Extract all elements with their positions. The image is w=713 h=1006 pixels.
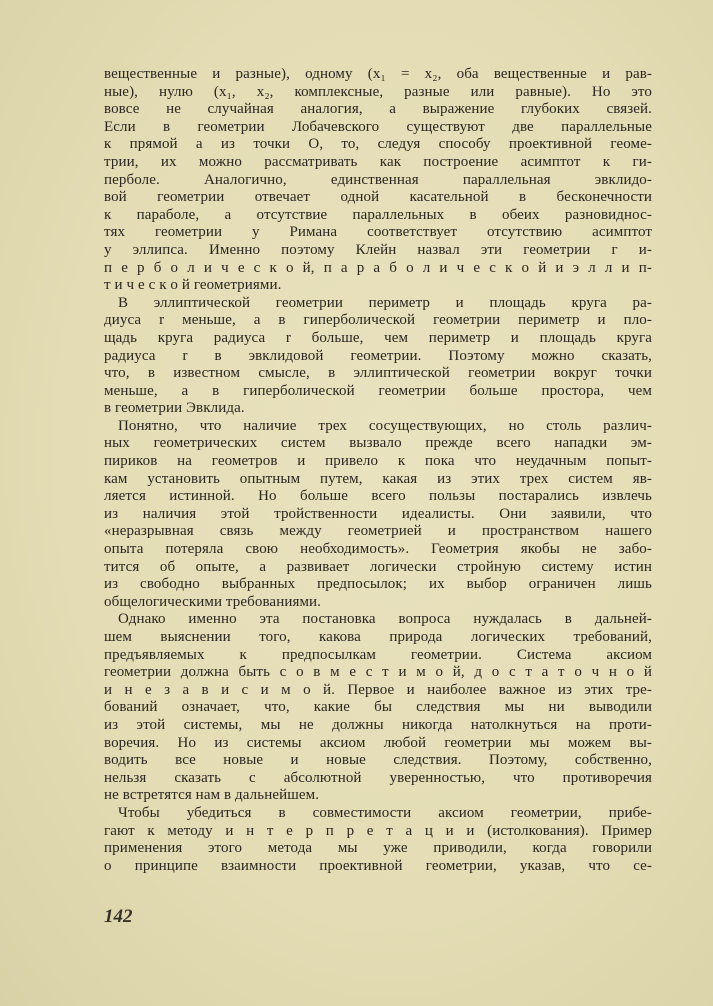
text-line: перболе. Аналогично, единственная параллельная эвклидо- — [104, 171, 652, 188]
text-line: тится об опыте, а развивает логически стройную систему истин — [104, 558, 652, 575]
text-line: Если в геометрии Лобачевского существуют две параллельные — [104, 118, 652, 135]
text-line: радиуса r в эвклидовой геометрии. Поэтому можно сказать, — [104, 347, 652, 364]
text-line: применения этого метода мы уже приводили, когда говорили — [104, 840, 652, 857]
text-line: щадь круга радиуса r больше, чем периметр и площадь круга — [104, 329, 652, 346]
page-number: 142 — [104, 906, 133, 927]
text-line: В эллиптической геометрии периметр и площадь круга ра- — [118, 294, 652, 311]
text-line: из наличия этой тройственности идеалисты. Они заявили, что — [104, 505, 652, 522]
text-line: кам установить опытным путем, какая из этих трех систем яв- — [104, 470, 652, 487]
text-line: к прямой a из точки O, то, следуя способу проективной геоме- — [104, 136, 652, 153]
body-text — [104, 66, 652, 875]
text-line: бований означает, что, какие бы следствия мы ни выводили — [104, 699, 652, 716]
text-line: Понятно, что наличие трех сосуществующих, но столь различ- — [118, 417, 652, 434]
text-line: о принципе взаимности проективной геометрии, указав, что се- — [104, 857, 652, 874]
text-line: нельзя сказать с абсолютной уверенностью, что противоречия — [104, 769, 652, 786]
text-line: гают к методу и н т е р п р е т а ц и и (истолкования). Пример — [104, 822, 652, 839]
text-line: к параболе, а отсутствие параллельных в обеих разновиднос- — [104, 206, 652, 223]
text-line: из этой системы, мы не должны никогда натолкнуться на проти- — [104, 716, 652, 733]
text-line: водить все новые и новые следствия. Поэтому, собственно, — [104, 752, 652, 769]
text-line: меньше, а в гиперболической геометрии больше простора, чем — [104, 382, 652, 399]
text-line: вовсе не случайная аналогия, а выражение глубоких связей. — [104, 101, 652, 118]
text-line: «неразрывная связь между геометрией и пространством нашего — [104, 523, 652, 540]
text-line: ные), нулю (x₁, x₂, комплексные, разные или равные). Но это — [104, 83, 652, 100]
text-line: вой геометрии отвечает одной касательной в бесконечности — [104, 189, 652, 206]
text-line: из свободно выбранных предпосылок; их выбор ограничен лишь — [104, 576, 652, 593]
text-line: шем выяснении того, какова природа логических требований, — [104, 629, 652, 645]
text-line: у эллипса. Именно поэтому Клейн назвал эти геометрии г и- — [104, 241, 652, 258]
text-line: ных геометрических систем вызвало прежде всего нападки эм- — [104, 435, 652, 452]
text-line: диуса r меньше, а в гиперболической геометрии периметр и пло- — [104, 312, 652, 329]
text-line: п е р б о л и ч е с к о й, п а р а б о л и ч е с к о й и э л л и п- — [104, 259, 652, 276]
text-line: пириков на геометров и привело к пока что неудачным попыт- — [104, 453, 652, 470]
text-line: опыта потеряла свою необходимость». Геометрия якобы не забо- — [104, 541, 652, 558]
text-line: Чтобы убедиться в совместимости аксиом геометрии, прибе- — [118, 804, 652, 821]
text-line: геометрии должна быть с о в м е с т и м о й, д о с т а т о ч н о й — [104, 664, 652, 681]
text-line: вещественные и разные), одному (x₁ = x₂, оба вещественные и рав- — [104, 66, 652, 82]
text-line: трии, их можно рассматривать как построение асимптот к ги- — [104, 153, 652, 170]
text-line: ляется истинной. Но больше всего пользы постарались извлечь — [104, 488, 652, 505]
text-line: воречия. Но из системы аксиом любой геометрии мы можем вы- — [104, 734, 652, 751]
text-line: тях геометрии у Римана соответствует отсутствию асимптот — [104, 224, 652, 241]
text-line: Однако именно эта постановка вопроса нуждалась в дальней- — [118, 611, 652, 628]
text-line: что, в известном смысле, в эллиптической геометрии вокруг точки — [104, 365, 652, 382]
text-line: т и ч е с к о й геометриями. — [104, 277, 282, 294]
text-line: общелогическими требованиями. — [104, 593, 322, 610]
text-line: и н е з а в и с и м о й. Первое и наиболее важное из этих тре- — [104, 681, 652, 698]
text-line: предъявляемых к предпосылкам геометрии. Система аксиом — [104, 646, 652, 663]
text-line: в геометрии Эвклида. — [104, 400, 245, 417]
text-line: не встретятся нам в дальнейшем. — [104, 787, 320, 804]
